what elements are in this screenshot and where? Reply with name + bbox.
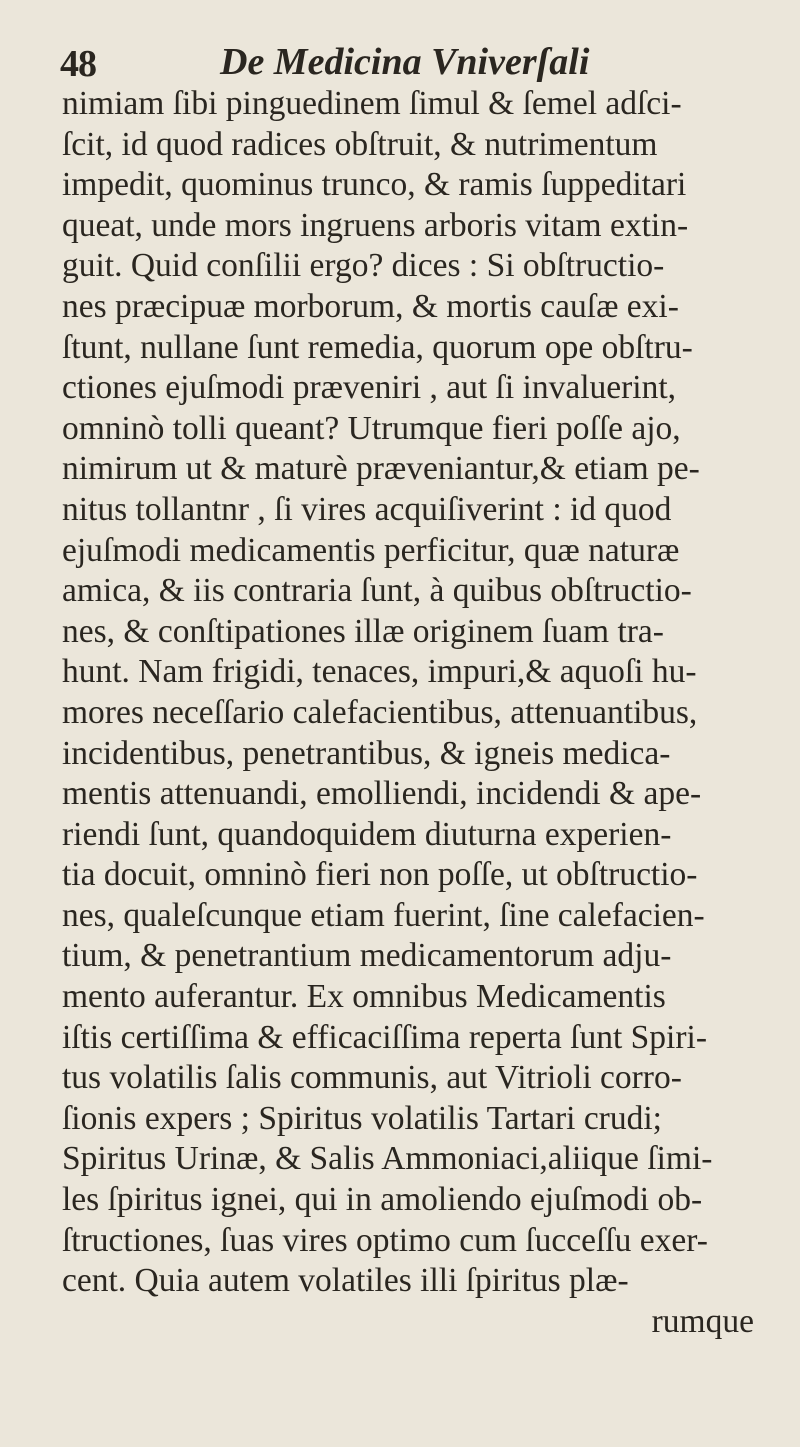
text-line: mentis attenuandi, emolliendi, incidendi & ape- xyxy=(62,775,702,813)
text-line: Spiritus Urinæ, & Salis Ammoniaci,aliique ſimi- xyxy=(62,1140,713,1178)
text-line: ſionis expers ; Spiritus volatilis Tartari crudi; xyxy=(62,1099,662,1137)
text-line: tus volatilis ſalis communis, aut Vitrioli corro- xyxy=(62,1059,682,1097)
text-line: cent. Quia autem volatiles illi ſpiritus plæ- xyxy=(62,1262,629,1300)
text-line: incidentibus, penetrantibus, & igneis medica- xyxy=(62,734,671,772)
text-line: nes, qualeſcunque etiam fuerint, ſine calefacien- xyxy=(62,896,705,934)
text-line: mores neceſſario calefacientibus, attenuantibus, xyxy=(62,693,698,731)
page-header xyxy=(60,38,760,88)
text-line: ſtructiones, ſuas vires optimo cum ſucceſſu exer- xyxy=(62,1221,708,1259)
text-line: tium, & penetrantium medicamentorum adju- xyxy=(62,937,672,975)
text-line: nitus tollantnr , ſi vires acquiſiverint : id quod xyxy=(62,490,672,528)
text-line: omninò tolli queant? Utrumque fieri poſſe ajo, xyxy=(62,409,681,447)
body-text xyxy=(62,84,762,1342)
page-number: 48 xyxy=(60,43,96,85)
text-line: tia docuit, omninò fieri non poſſe, ut obſtructio- xyxy=(62,856,698,894)
text-line: amica, & iis contraria ſunt, à quibus obſtructio- xyxy=(62,572,692,610)
text-line: nimiam ſibi pinguedinem ſimul & ſemel adſci- xyxy=(62,85,682,122)
text-line: ſtunt, nullane ſunt remedia, quorum ope obſtru- xyxy=(62,328,693,366)
text-line: riendi ſunt, quandoquidem diuturna experien- xyxy=(62,815,672,853)
catchword: rumque xyxy=(651,1302,754,1340)
running-head: De Medicina Vniverſali xyxy=(220,41,590,83)
text-line: guit. Quid conſilii ergo? dices : Si obſtructio- xyxy=(62,247,665,285)
text-line: nes præcipuæ morborum, & mortis cauſæ exi- xyxy=(62,287,679,325)
text-line: hunt. Nam frigidi, tenaces, impuri,& aquoſi hu- xyxy=(62,653,697,691)
text-line: les ſpiritus ignei, qui in amoliendo ejuſmodi ob- xyxy=(62,1181,703,1219)
text-line: queat, unde mors ingruens arboris vitam extin- xyxy=(62,206,689,244)
text-line: mento auferantur. Ex omnibus Medicamentis xyxy=(62,978,666,1016)
text-line: ejuſmodi medicamentis perficitur, quæ naturæ xyxy=(62,531,680,569)
text-line: impedit, quominus trunco, & ramis ſuppeditari xyxy=(62,166,687,204)
text-line: nes, & conſtipationes illæ originem ſuam tra- xyxy=(62,612,664,650)
text-line: nimirum ut & maturè præveniantur,& etiam pe- xyxy=(62,450,700,488)
text-line: ſcit, id quod radices obſtruit, & nutrimentum xyxy=(62,125,658,163)
text-line: ctiones ejuſmodi præveniri , aut ſi invaluerint, xyxy=(62,369,677,407)
text-line: iſtis certiſſima & efficaciſſima reperta ſunt Spiri- xyxy=(62,1018,707,1056)
